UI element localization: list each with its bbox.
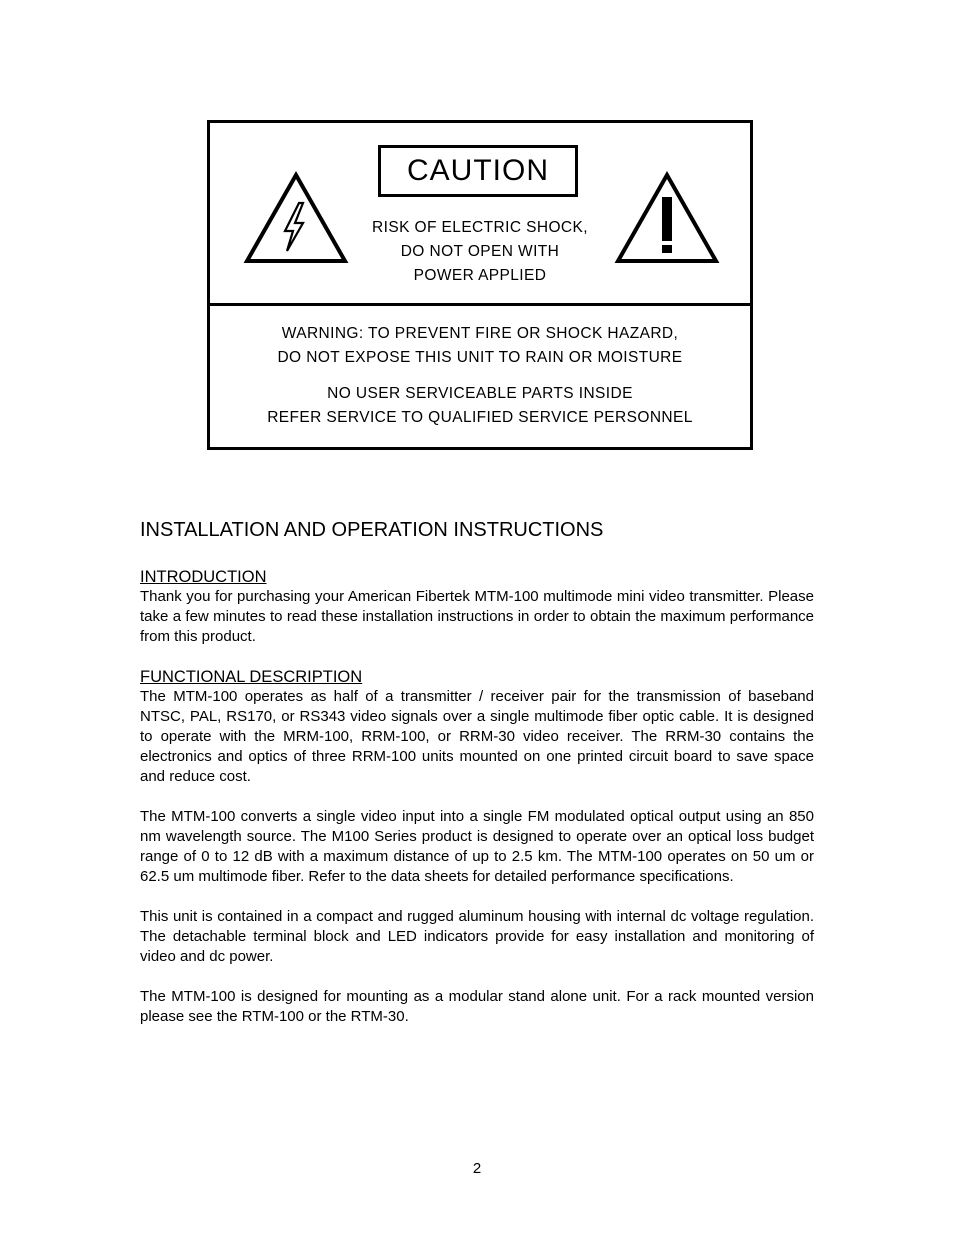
warning-line: DO NOT EXPOSE THIS UNIT TO RAIN OR MOISTURE [277, 349, 683, 366]
caution-label-top [210, 123, 750, 306]
warning-line: WARNING: TO PREVENT FIRE OR SHOCK HAZARD, [281, 325, 679, 342]
introduction-heading: INTRODUCTION [140, 568, 267, 586]
document-title: INSTALLATION AND OPERATION INSTRUCTIONS [140, 519, 604, 541]
risk-line: DO NOT OPEN WITH [400, 243, 560, 260]
caution-label [207, 120, 753, 450]
document-body [140, 517, 814, 1027]
introduction-paragraph: Thank you for purchasing your American Fibertek MTM-100 multimode mini video transmitter. Please take a few minutes to read these installation instructions in order to obtain the maximum performance from this product. [140, 588, 814, 645]
service-line: REFER SERVICE TO QUALIFIED SERVICE PERSONNEL [267, 409, 693, 426]
functional-description-paragraph: This unit is contained in a compact and rugged aluminum housing with internal dc voltage regulation. The detachable terminal block and LED indicators provide for easy installation and monitoring of video and dc power. [140, 908, 814, 965]
exclamation-warning-icon [614, 171, 720, 265]
caution-title: CAUTION [378, 145, 578, 197]
caution-label-bottom [210, 306, 750, 447]
electric-shock-warning-icon [243, 171, 349, 265]
page-number: 2 [472, 1160, 482, 1177]
warning-text [210, 322, 750, 370]
functional-description-paragraph: The MTM-100 is designed for mounting as a modular stand alone unit. For a rack mounted version please see the RTM-100 or the RTM-30. [140, 988, 814, 1025]
service-line: NO USER SERVICEABLE PARTS INSIDE [327, 385, 633, 402]
risk-line: POWER APPLIED [413, 267, 547, 284]
risk-text [340, 216, 620, 288]
functional-description-paragraph: The MTM-100 operates as half of a transmitter / receiver pair for the transmission of baseband NTSC, PAL, RS170, or RS343 video signals over a single multimode fiber optic cable. It is designed to operate with the MRM-100, RRM-100, or RRM-30 video receiver. The RRM-30 contains the electronics and optics of three RRM-100 units mounted on one printed circuit board to save space and reduce cost. [140, 688, 814, 785]
functional-description-heading: FUNCTIONAL DESCRIPTION [140, 668, 363, 686]
functional-description-paragraph: The MTM-100 converts a single video input into a single FM modulated optical output using an 850 nm wavelength source. The M100 Series product is designed to operate over an optical loss budget range of 0 to 12 dB with a maximum distance of up to 2.5 km. The MTM-100 operates on 50 um or 62.5 um multimode fiber. Refer to the data sheets for detailed performance specifications. [140, 808, 814, 885]
risk-line: RISK OF ELECTRIC SHOCK, [372, 219, 588, 236]
service-text [210, 382, 750, 430]
